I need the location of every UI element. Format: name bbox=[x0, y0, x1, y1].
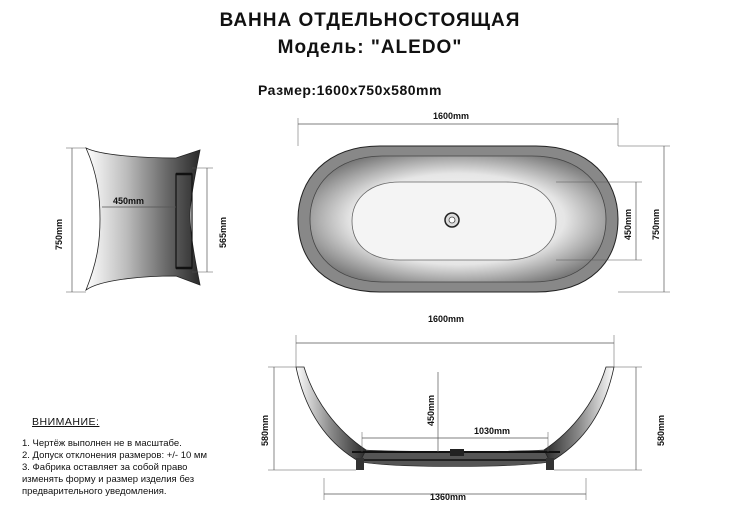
note-item: 2. Допуск отклонения размеров: +/- 10 мм bbox=[22, 450, 207, 461]
note-item: 3. Фабрика оставляет за собой право bbox=[22, 462, 188, 473]
front-height-left-label: 580mm bbox=[260, 414, 270, 446]
notes-block bbox=[22, 416, 207, 498]
front-view-drain bbox=[450, 449, 464, 456]
top-width-label: 750mm bbox=[651, 208, 661, 240]
front-length-label: 1600mm bbox=[428, 314, 465, 324]
top-inner-width-label: 450mm bbox=[623, 208, 633, 240]
front-view-foot-left bbox=[356, 458, 364, 470]
note-item: 1. Чертёж выполнен не в масштабе. bbox=[22, 438, 182, 449]
front-inner-length-label: 1030mm bbox=[474, 426, 511, 436]
note-item: предварительного уведомления. bbox=[22, 486, 167, 497]
side-inner-width-label: 450mm bbox=[113, 196, 145, 206]
drawing-title: ВАННА ОТДЕЛЬНОСТОЯЩАЯ bbox=[219, 10, 521, 31]
front-inner-depth-label: 450mm bbox=[426, 394, 436, 426]
top-view bbox=[298, 118, 670, 292]
side-view bbox=[66, 148, 213, 292]
side-height-label: 750mm bbox=[54, 218, 64, 250]
front-view-left-wall bbox=[296, 367, 366, 462]
notes-heading: ВНИМАНИЕ: bbox=[32, 416, 100, 428]
front-view-foot-right bbox=[546, 458, 554, 470]
side-depth-label: 565mm bbox=[218, 216, 228, 248]
base-length-label: 1360mm bbox=[430, 492, 467, 502]
model-title: Модель: "ALEDO" bbox=[277, 37, 463, 58]
top-length-label: 1600mm bbox=[433, 111, 470, 121]
front-height-right-label: 580mm bbox=[656, 414, 666, 446]
note-item: изменять форму и размер изделия без bbox=[22, 474, 195, 485]
size-title: Размер:1600x750x580mm bbox=[258, 82, 442, 98]
front-view bbox=[268, 335, 642, 500]
front-view-right-wall bbox=[544, 367, 614, 462]
